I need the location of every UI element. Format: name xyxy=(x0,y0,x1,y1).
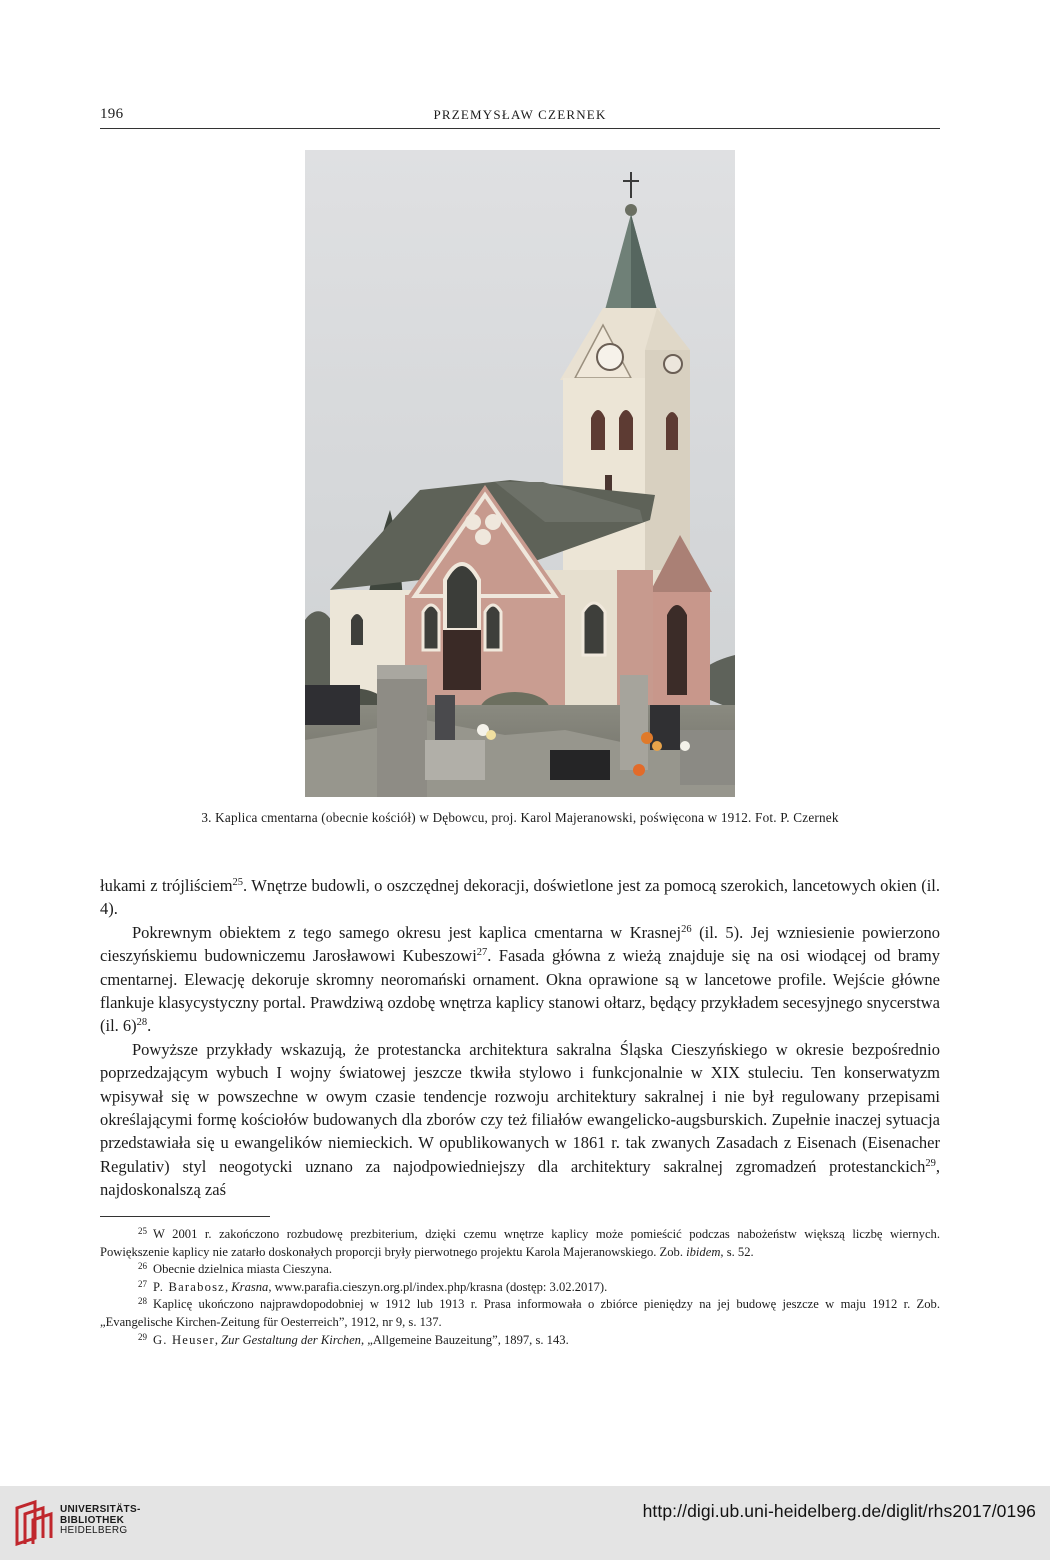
footnote-divider xyxy=(100,1216,270,1217)
page-number: 196 xyxy=(100,106,124,122)
footnote-27-link[interactable]: , www.parafia.cieszyn.org.pl/index.php/krasna (dostęp: 3.02.2017). xyxy=(268,1279,608,1294)
footnote-ref-25[interactable]: 25 xyxy=(232,877,244,888)
footnote-ref-28[interactable]: 28 xyxy=(136,1017,148,1029)
library-name: UNIVERSITÄTS- BIBLIOTHEK HEIDELBERG xyxy=(60,1504,141,1536)
footnote-ref-27[interactable]: 27 xyxy=(476,947,488,959)
paragraph-2: Pokrewnym obiektem z tego samego okresu jest kaplica cmentarna w Krasnej$^{26}$ (il. 5). Jej wzniesienie powierzono cieszyńskiemu budowniczemu Jarosławowi Kubeszowi$^{27}$. Fasada główna z wieżą znajduje się na osi wiodącej od bramy cmentarnej. Elewację dekoruje skromny neoromański ornament. Okna oprawione są w lancetowe profile. Wejście główne flankuje klasycystyczny portal. Prawdziwą ozdobę wnętrza kaplicy stanowi ołtarz, będący przykładem secesyjnego snycerstwa (il. 6)$^{28}$. xyxy=(100,922,940,1036)
permalink-url[interactable]: http://digi.ub.uni-heidelberg.de/diglit/rhs2017/0196 xyxy=(642,1501,1036,1521)
footnote-ref-26[interactable]: 26 xyxy=(681,923,692,935)
footnote-29: $^{29}$ G. Heuser, Zur Gestaltung der Kirchen, „Allgemeine Bauzeitung”, 1897, s. 143. xyxy=(138,1331,569,1347)
footnote-27: $^{27}$ P. Barabosz, Krasna, www.parafia.cieszyn.org.pl/index.php/krasna (dostęp: 3.02.2017). xyxy=(138,1278,608,1294)
footnote-28: $^{28}$ Kaplicę ukończono najprawdopodobniej w 1912 lub 1913 r. Prasa informowała o zbiórce pieniędzy na jej budowę jeszcze w maju 1912 r. Zob. „Evangelische Kirchen-Zeitung für Oesterreich”, 1912, nr 9, s. 137. xyxy=(100,1296,940,1329)
running-head-author: PRZEMYSŁAW CZERNEK xyxy=(433,107,607,122)
running-head xyxy=(100,106,940,129)
footnote-ref-29[interactable]: 29 xyxy=(925,1157,936,1169)
paragraph-1: łukami z trójliściem$^{25}$. Wnętrze budowli, o oszczędnej dekoracji, doświetlone jest za pomocą szerokich, lancetowych okien (il. 4). xyxy=(100,876,940,919)
footnote-26: $^{26}$ Obecnie dzielnica miasta Cieszyna. xyxy=(138,1261,333,1277)
church-illustration xyxy=(305,150,735,797)
church-photograph xyxy=(305,150,735,797)
library-footer xyxy=(0,1486,1050,1560)
paragraph-3: Powyższe przykłady wskazują, że protestancka architektura sakralna Śląska Cieszyńskiego w okresie bezpośrednio poprzedzającym wybuch I wojny światowej jeszcze tkwiła stylowo i funkcjonalnie w XIX stuleciu. Ten konserwatyzm wpisywał się w powszechne w owym czasie tendencje rozwoju architektury sakralnej i nie był regulowany przepisami określającymi formę kościołów budowanych dla zborów czy też filiałów ewangelicko-augsburskich. Zupełnie inaczej sytuacja przedstawiała się u ewangelików niemieckich. W opublikowanych w 1861 r. tak zwanych Zasadach z Eisenach (Eisenacher Regulativ) styl neogotycki uznano za najodpowiedniejszy dla architektury sakralnej zgromadzeń protestanckich$^{29}$, najdoskonalszą zaś xyxy=(100,1039,940,1200)
body-text xyxy=(100,874,940,1202)
footnote-25: $^{25}$ W 2001 r. zakończono rozbudowę prezbiterium, dzięki czemu wnętrze kaplicy może pomieścić podczas nabożeństw większą liczbę wiernych. Powiększenie kaplicy nie zatarło doskonałych proporcji bryły pierwotnego projektu Karola Majeranowskiego. Zob. ibidem, s. 52. xyxy=(100,1226,940,1259)
figure-caption: 3. Kaplica cmentarna (obecnie kościół) w Dębowcu, proj. Karol Majeranowski, poświęcona w 1912. Fot. P. Czernek xyxy=(201,810,839,825)
university-library-logo-icon xyxy=(13,1498,53,1546)
footnotes xyxy=(100,1226,940,1349)
